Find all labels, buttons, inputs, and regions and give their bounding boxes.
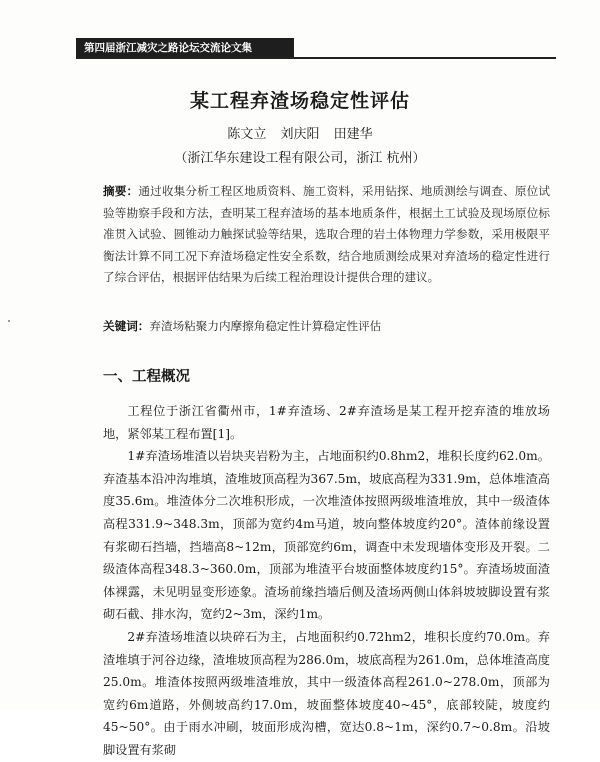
paper-title: 某工程弃渣场稳定性评估 — [189, 90, 410, 112]
section-body — [103, 400, 550, 762]
abstract-label: 摘要： — [103, 184, 139, 198]
header-divider — [76, 57, 556, 59]
affiliation: （浙江华东建设工程有限公司，浙江 杭州） — [174, 151, 426, 166]
running-header: 第四届浙江减灾之路论坛交流论文集 — [76, 38, 294, 58]
keywords-text: 弃渣场粘聚力内摩擦角稳定性计算稳定性评估 — [149, 319, 382, 333]
keywords-label: 关键词： — [103, 319, 150, 333]
section-heading: 一、工程概况 — [103, 369, 190, 385]
body-paragraph: 1#弃渣场堆渣以岩块夹岩粉为主，占地面积约0.8hm2，堆积长度约62.0m。弃渣基本沿冲沟堆填，渣堆坡顶高程为367.5m，坡底高程为331.9m，总体堆渣高度35.6m。堆渣体分二次堆积形成，一次堆渣体按照两级堆渣堆放，其中一级渣体高程331.9~348.3m，顶部为宽约4m马道，坡向整体坡度约20°。渣体前缘设置有浆砌石挡墙，挡墙高8~12m，顶部宽约6m，调查中未发现墙体变形及开裂。二级渣体高程348.3~360.0m，顶部为堆渣平台坡面整体坡度约15°。弃渣场坡面渣体裸露，未见明显变形迹象。渣场前缘挡墙后侧及渣场两侧山体斜坡坡脚设置有浆砌石截、排水沟，宽约2~3m，深约1m。 — [103, 449, 550, 622]
abstract-text: 通过收集分析工程区地质资料、施工资料，采用钻探、地质测绘与调查、原位试验等勘察手段和方法，查明某工程弃渣场的基本地质条件，根据土工试验及现场原位标准贯入试验、圆锥动力触探试验等结果，选取合理的岩土体物理力学参数，采用极限平衡法计算不同工况下弃渣场稳定性安全系数，结合地质测绘成果对弃渣场的稳定性进行了综合评估，根据评估结果为后续工程治理设计提供合理的建议。 — [103, 184, 550, 284]
body-paragraph: 2#弃渣场堆渣以块碎石为主，占地面积约0.72hm2，堆积长度约70.0m。弃渣堆填于河谷边缘，渣堆坡顶高程为286.0m，坡底高程为261.0m，总体堆渣高度25.0m。堆渣体按照两级堆渣堆放，其中一级渣体高程261.0~278.0m，顶部为宽约6m道路，外侧坡高约17.0m，坡面整体坡度40~45°，底部较陡，坡度约45~50°。由于雨水冲刷，坡面形成沟槽，宽达0.8~1m，深约0.7~0.8m。沿坡脚设置有浆砌 — [103, 629, 550, 757]
keywords — [103, 316, 550, 337]
abstract — [103, 181, 550, 289]
author-list: 陈文立 刘庆阳 田建华 — [227, 127, 373, 142]
scan-speck — [8, 320, 10, 322]
body-paragraph: 工程位于浙江省衢州市，1#弃渣场、2#弃渣场是某工程开挖弃渣的堆放场地，紧邻某工程布置[1]。 — [103, 404, 550, 441]
